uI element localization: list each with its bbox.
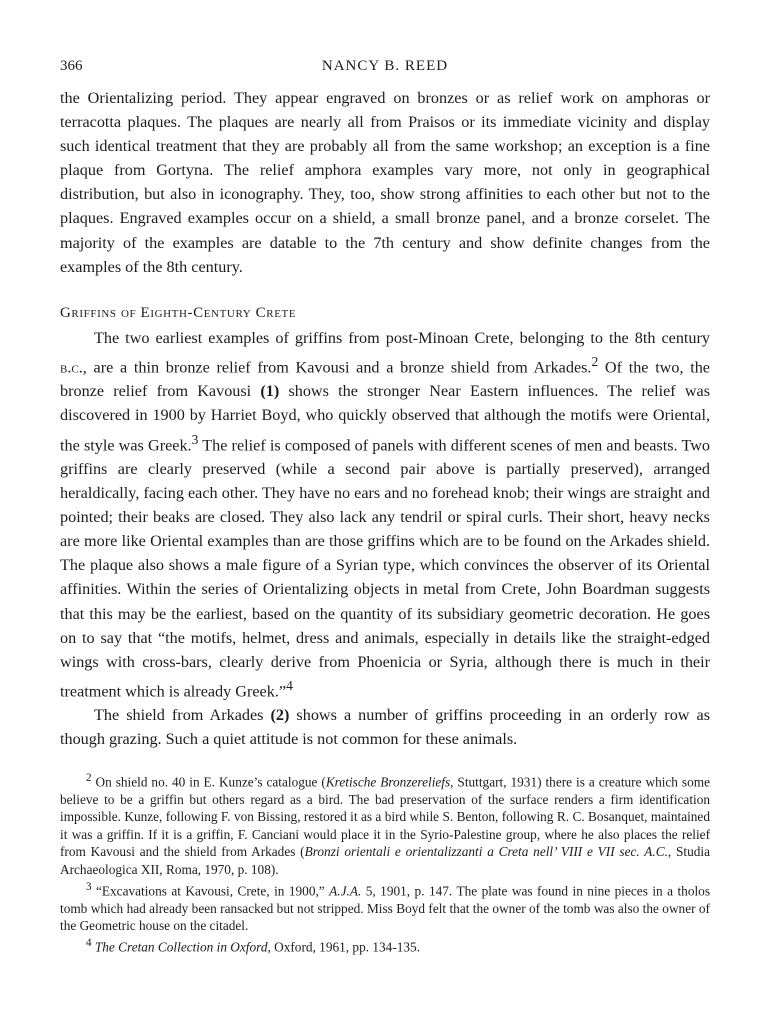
text: The two earliest examples of griffins from post-Minoan Crete, belonging to the 8th century xyxy=(94,328,710,347)
catalogue-ref-2: (2) xyxy=(270,706,290,725)
running-head: NANCY B. REED xyxy=(321,58,449,74)
page-header xyxy=(60,58,710,86)
text: , Studia Archaeologica XII, Roma, 1970, p. 108). xyxy=(60,844,710,877)
text: The relief is composed of panels with different scenes of men and beasts. Two griffins are clearly preserved (while a second pair above is partially preserved), arranged heraldically, facing each other. They have no ears and no forehead knob; their wings are straight and pointed; their beaks are closed. They also lack any tendril or spiral curls. Their short, heavy necks are more like Oriental examples than are those griffins which are to be found on the Arkades shield. The plaque also shows a male figure of a Syrian type, which convinces the observer of its Oriental affinities. Within the series of Orientalizing objects in metal from Crete, John Boardman suggests that this may be the earliest, based on the quantity of its subsidiary geometric decoration. He goes on to say that “the motifs, helmet, dress and animals, especially in details like the straight-edged wings with cross-bars, clearly derive from Phoenicia or Syria, although there is much in their treatment which is already Greek.” xyxy=(60,435,710,701)
book-title: The Cretan Collection in Oxford xyxy=(91,939,268,955)
footnote-ref-3[interactable]: 3 xyxy=(191,431,199,447)
text: shows a number of griffins proceeding in an orderly row as though grazing. Such a quiet attitude is not common for these animals. xyxy=(60,706,710,749)
footnote-3 xyxy=(60,879,710,935)
book-title: Kretische Bronzereliefs xyxy=(325,773,451,789)
text: , Oxford, 1961, pp. 134-135. xyxy=(267,939,421,955)
footnote-2 xyxy=(60,770,710,879)
paragraph-3 xyxy=(60,703,710,751)
catalogue-ref-1: (1) xyxy=(260,382,280,401)
footnotes xyxy=(60,770,710,956)
footnote-ref-4[interactable]: 4 xyxy=(286,677,293,693)
footnote-4 xyxy=(60,935,710,956)
text: On shield no. 40 in E. Kunze’s catalogue ( xyxy=(91,773,326,789)
text: shows the stronger Near Eastern influences. The relief was discovered in 1900 by Harriet Boyd, who quickly observed that although the motifs were Oriental, the style was Greek. xyxy=(60,382,711,454)
text: Of the two, the bronze relief from Kavousi xyxy=(60,358,710,401)
text: 5, 1901, p. 147. The plate was found in nine pieces in a tholos tomb which had already been ransacked but not stripped. Miss Boyd felt that the owner of the tomb was also the owner of the Geometric house on the citadel. xyxy=(60,882,710,934)
footnote-number: 2 xyxy=(86,771,92,784)
footnote-number: 3 xyxy=(86,880,92,893)
page xyxy=(60,58,710,956)
text: , are a thin bronze relief from Kavousi and a bronze shield from Arkades. xyxy=(82,358,592,377)
page-number: 366 xyxy=(60,58,83,74)
section-heading: Griffins of Eighth-Century Crete xyxy=(60,304,297,321)
book-title: Bronzi orientali e orientalizzanti a Creta nell’ VIII e VII sec. A.C. xyxy=(304,844,668,860)
era-abbreviation: b.c. xyxy=(60,358,83,377)
text: The shield from Arkades xyxy=(94,706,271,725)
journal-abbreviation: A.J.A. xyxy=(329,882,362,898)
footnote-number: 4 xyxy=(86,936,92,949)
text: , Stuttgart, 1931) there is a creature which some believe to be a griffin but others regard as a bird. The bad preservation of the surface renders a firm identification impossible. Kunze, following F. von Bissing, restored it as a bird while S. Benton, following R. C. Bosanquet, maintained it was a griffin. If it is a griffin, F. Canciani would place it in the Syrio-Palestine group, where he also places the relief from Kavousi and the shield from Arkades ( xyxy=(60,773,710,860)
paragraph-2 xyxy=(60,326,710,704)
footnote-ref-2[interactable]: 2 xyxy=(591,353,599,369)
text: “Excavations at Kavousi, Crete, in 1900,” xyxy=(91,882,330,898)
paragraph-1: the Orientalizing period. They appear engraved on bronzes or as relief work on amphoras or terracotta plaques. The plaques are nearly all from Praisos or its immediate vicinity and display such identical treatment that they are probably all from the same workshop; an exception is a fine plaque from Gortyna. The relief amphora examples vary more, not only in geographical distribution, but also in iconography. They, too, show strong affinities to each other but not to the plaques. Engraved examples occur on a shield, a small bronze panel, and a bronze corselet. The majority of the examples are datable to the 7th century and show definite changes from the examples of the 8th century. xyxy=(60,89,710,276)
